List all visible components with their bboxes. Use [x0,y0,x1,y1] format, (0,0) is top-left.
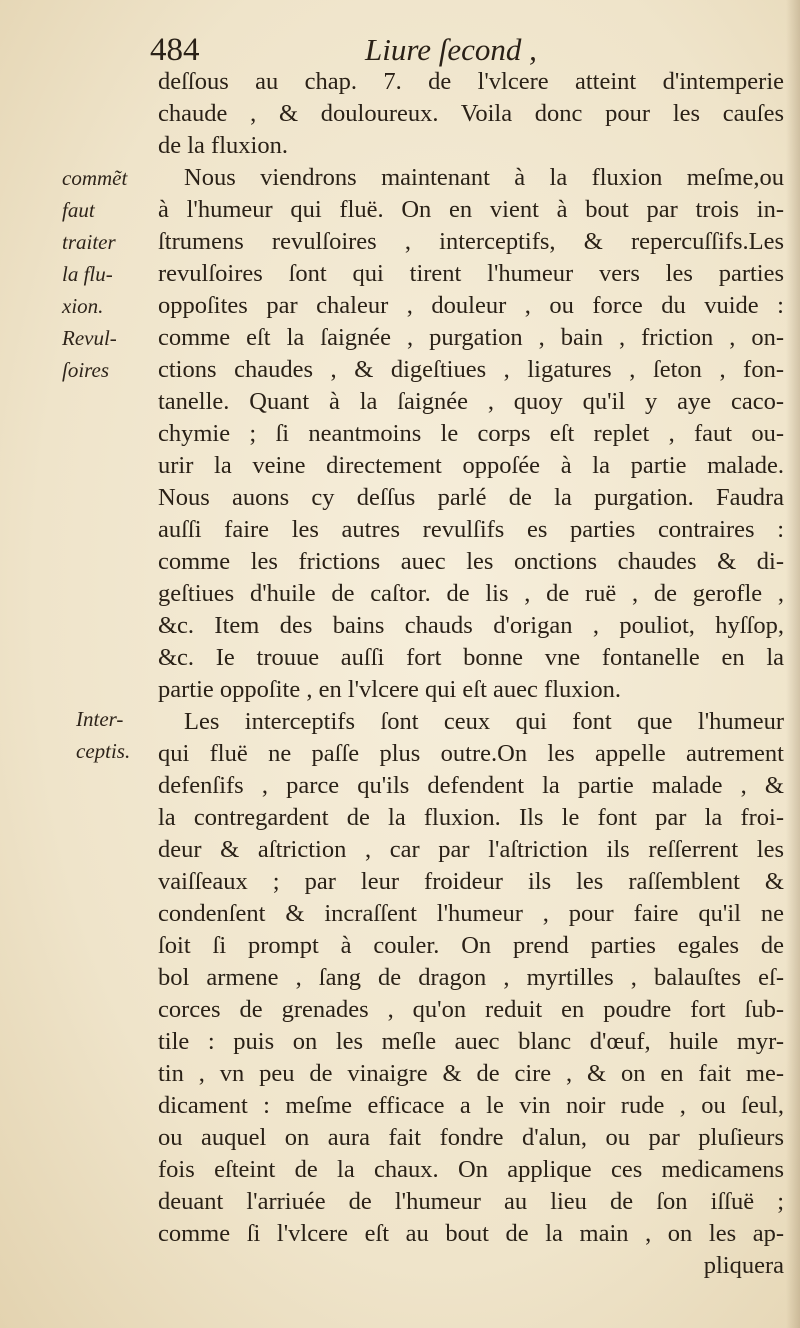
text-line: chaude , & douloureux. Voila donc pour les cauſes [158,100,784,127]
text-line: dicament : meſme efficace a le vin noir rude , ou ſeul, [158,1092,784,1119]
text-line: tanelle. Quant à la ſaignée , quoy qu'il y aye caco- [158,388,784,415]
running-title: Liure ſecond , [365,32,537,67]
catchword: pliquera [703,1252,784,1279]
text-line: urir la veine directement oppoſée à la partie malade. [158,452,784,479]
running-head [150,30,550,70]
margin-note: Inter- [76,707,124,731]
text-line: revulſoires ſont qui tirent l'humeur vers les parties [158,260,784,287]
text-line: ſtrumens revulſoires , interceptifs, & repercuſſifs.Les [158,228,784,255]
text-line: ou auquel on aura fait fondre d'alun, ou par pluſieurs [158,1124,784,1151]
text-line: comme les frictions auec les onctions chaudes & di- [158,548,784,575]
text-line: &c. Item des bains chauds d'origan , pouliot, hyſſop, [158,612,784,639]
margin-note: traiter [62,230,116,254]
text-line: geſtiues d'huile de caſtor. de lis , de ruë , de gerofle , [158,580,784,607]
text-line: &c. Ie trouue auſſi fort bonne vne fontanelle en la [158,644,784,671]
text-line: à l'humeur qui fluë. On en vient à bout par trois in- [158,196,784,223]
text-line: ctions chaudes , & digeſtiues , ligatures , ſeton , fon- [158,356,784,383]
margin-note: ſoires [62,358,110,382]
text-line: tin , vn peu de vinaigre & de cire , & on en fait me- [158,1060,784,1087]
text-line: Nous auons cy deſſus parlé de la purgation. Faudra [158,484,784,511]
margin-note: Revul- [62,326,117,350]
margin-note: xion. [62,294,104,318]
text-line: ſoit ſi prompt à couler. On prend parties egales de [158,932,784,959]
text-line: partie oppoſite , en l'vlcere qui eſt auec fluxion. [158,676,621,703]
text-line: de la fluxion. [158,132,288,159]
text-line: deuant l'arriuée de l'humeur au lieu de ſon iſſuë ; [158,1188,784,1215]
text-line: deur & aſtriction , car par l'aſtriction ils reſſerrent les [158,836,784,863]
text-line: condenſent & incraſſent l'humeur , pour faire qu'il ne [158,900,784,927]
text-line: tile : puis on les meſle auec blanc d'œuf, huile myr- [158,1028,784,1055]
text-line: Nous viendrons maintenant à la fluxion meſme,ou [184,164,784,191]
margin-note: faut [62,198,95,222]
text-line: defenſifs , parce qu'ils defendent la partie malade , & [158,772,784,799]
page-edge-shadow [786,0,800,1328]
text-line: fois eſteint de la chaux. On applique ces medicamens [158,1156,784,1183]
text-line: corces de grenades , qu'on reduit en poudre fort ſub- [158,996,784,1023]
text-line: deſſous au chap. 7. de l'vlcere atteint d'intemperie [158,68,784,95]
text-line: Les interceptifs ſont ceux qui font que l'humeur [184,708,784,735]
margin-note: la flu- [62,262,113,286]
text-line: auſſi faire les autres revulſifs es parties contraires : [158,516,784,543]
text-line: comme eſt la ſaignée , purgation , bain , friction , on- [158,324,784,351]
margin-note: commẽt [62,166,128,190]
text-line: oppoſites par chaleur , douleur , ou force du vuide : [158,292,784,319]
text-line: comme ſi l'vlcere eſt au bout de la main , on les ap- [158,1220,784,1247]
text-line: la contregardent de la fluxion. Ils le font par la froi- [158,804,784,831]
page-number: 484 [150,32,200,68]
text-line: bol armene , ſang de dragon , myrtilles , balauſtes eſ- [158,964,784,991]
text-line: vaiſſeaux ; par leur froideur ils les raſſemblent & [158,868,784,895]
margin-note: ceptis. [76,739,131,763]
text-line: chymie ; ſi neantmoins le corps eſt replet , faut ou- [158,420,784,447]
text-line: qui fluë ne paſſe plus outre.On les appelle autrement [158,740,784,767]
